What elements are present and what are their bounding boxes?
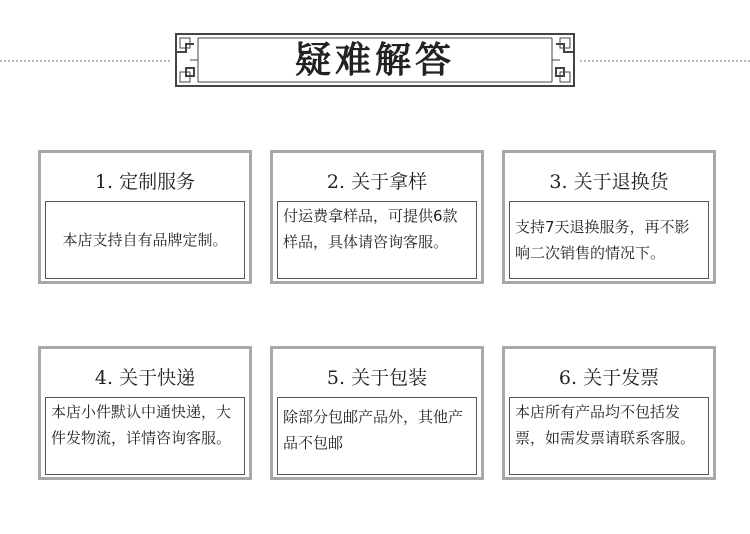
- title-banner: [172, 30, 578, 90]
- card-title: 2. 关于拿样: [326, 171, 428, 193]
- card-body: 付运费拿样品，可提供6款样品，具体请咨询客服。: [277, 201, 477, 279]
- card-body: 本店支持自有品牌定制。: [45, 201, 245, 279]
- card-body: 支持7天退换服务，再不影响二次销售的情况下。: [509, 201, 709, 279]
- card-title: 5. 关于包装: [326, 367, 428, 389]
- header-divider-left: [0, 60, 170, 62]
- faq-card-shipping: [38, 346, 252, 480]
- header-divider-right: [580, 60, 750, 62]
- card-title: 1. 定制服务: [94, 171, 196, 193]
- card-body: 本店所有产品均不包括发票，如需发票请联系客服。: [509, 397, 709, 475]
- card-title: 6. 关于发票: [558, 367, 660, 389]
- page-title: 疑难解答: [294, 39, 455, 81]
- faq-card-packaging: [270, 346, 484, 480]
- card-title: 4. 关于快递: [94, 367, 196, 389]
- faq-card-custom-service: [38, 150, 252, 284]
- faq-card-samples: [270, 150, 484, 284]
- card-body: 除部分包邮产品外，其他产品不包邮: [277, 397, 477, 475]
- card-body: 本店小件默认中通快递，大件发物流，详情咨询客服。: [45, 397, 245, 475]
- card-title: 3. 关于退换货: [549, 171, 669, 193]
- faq-card-invoice: [502, 346, 716, 480]
- faq-card-returns: [502, 150, 716, 284]
